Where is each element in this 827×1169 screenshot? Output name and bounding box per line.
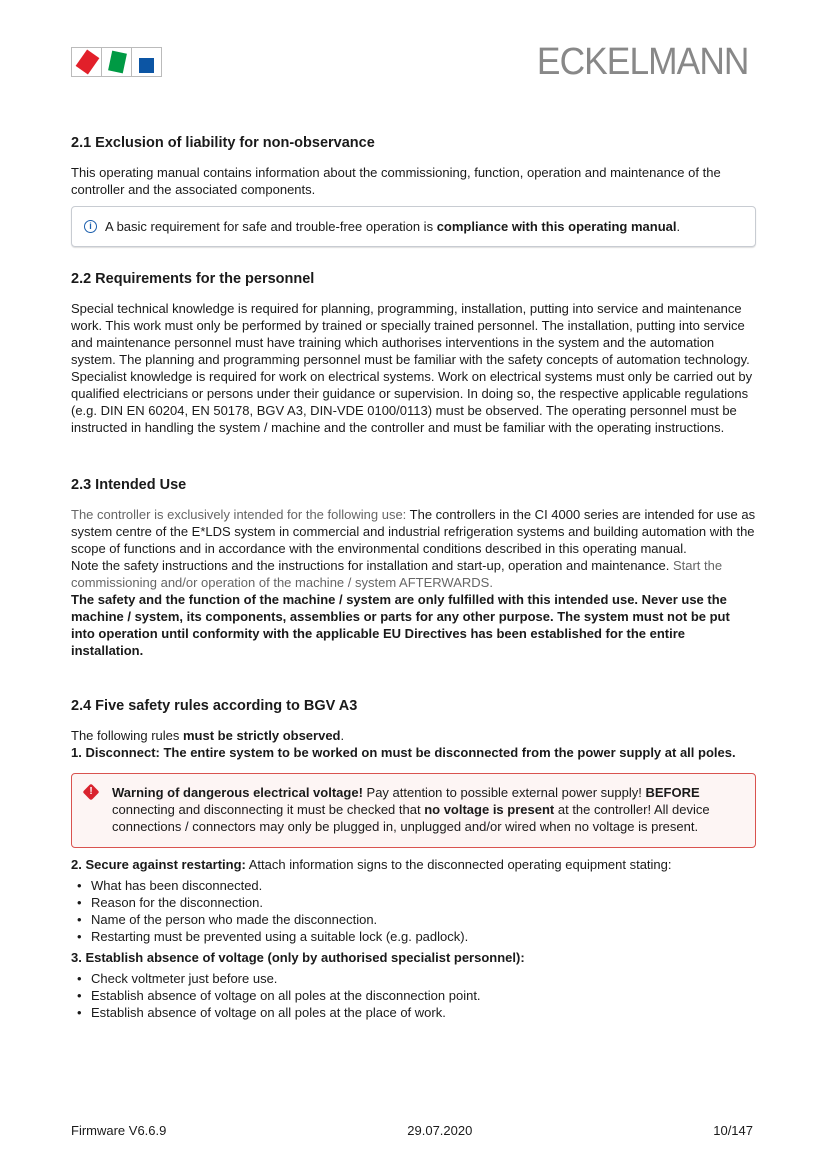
- section-title: 2.3 Intended Use: [71, 477, 187, 493]
- red-diamond: [76, 50, 100, 75]
- page-number: 10/147: [713, 1123, 753, 1138]
- warning-box: ! Warning of dangerous electrical voltage! Pay attention to possible external power supply! BEFORE connecting and disconnecting it must be checked that no voltage is present at the controller! All device connections / connectors may only be plugged in, unplugged and/or wired when no voltage is present.: [71, 773, 756, 848]
- paragraph: The following rules must be strictly observed.: [71, 728, 345, 743]
- section-2-3: [71, 476, 756, 659]
- rule-2: 2. Secure against restarting: Attach information signs to the disconnected operating equipment stating:: [71, 857, 672, 872]
- list-item: • Restarting must be prevented using a suitable lock (e.g. padlock).: [91, 928, 756, 945]
- info-text: A basic requirement for safe and trouble-free operation is compliance with this operating manual.: [105, 219, 681, 234]
- list-item: • Reason for the disconnection.: [91, 894, 756, 911]
- brand-name: ECKELMANN: [536, 41, 748, 83]
- section-title: 2.2 Requirements for the personnel: [71, 271, 315, 287]
- info-box: [71, 206, 756, 247]
- page-footer: [71, 1122, 753, 1139]
- paragraph-bold: The safety and the function of the machine / system are only fulfilled with this intended use. Never use the machine / system, its components, assemblies or parts for any other purpose. The system must not be put into operation until conformity with the applicable EU Directives has been established for the entire installation.: [71, 592, 730, 658]
- list-item: • Establish absence of voltage on all poles at the place of work.: [91, 1004, 756, 1021]
- rule-2-list: [71, 877, 756, 945]
- rule-3: 3. Establish absence of voltage (only by authorised specialist personnel):: [71, 950, 525, 965]
- paragraph: The controller is exclusively intended for the following use: The controllers in the CI 4000 series are intended for use as system centre of the E*LDS system in commercial and industrial refrigeration systems and building automation with the scope of functions and in accordance with the environmental conditions described in this operating manual.: [71, 507, 756, 556]
- info-icon: i: [84, 220, 97, 233]
- paragraph: This operating manual contains information about the commissioning, function, operation and maintenance of the controller and the associated components.: [71, 165, 721, 197]
- paragraph: Note the safety instructions and the instructions for installation and start-up, operation and maintenance. Start the commissioning and/or operation of the machine / system AFTERWARDS.: [71, 558, 723, 590]
- warning-icon: !: [83, 784, 100, 801]
- firmware-version: Firmware V6.6.9: [71, 1123, 167, 1138]
- list-item: • Check voltmeter just before use.: [91, 970, 756, 987]
- list-item: • What has been disconnected.: [91, 877, 756, 894]
- rule-1: 1. Disconnect: The entire system to be worked on must be disconnected from the power supply at all poles.: [71, 745, 736, 760]
- list-item: • Establish absence of voltage on all poles at the disconnection point.: [91, 987, 756, 1004]
- section-title: 2.4 Five safety rules according to BGV A3: [71, 698, 358, 714]
- section-2-4: [71, 697, 756, 1025]
- blue-square: [139, 58, 154, 73]
- document-date: 29.07.2020: [407, 1123, 473, 1138]
- paragraph: Special technical knowledge is required for planning, programming, installation, putting into service and maintenance work. This work must only be performed by trained or specially trained personnel. The installation, putting into service and maintenance personnel must have training which authorises interventions in the system and the automation system. The planning and programming personnel must be familiar with the safety concepts of automation technology. Specialist knowledge is required for work on electrical systems. Work on electrical systems must only be carried out by qualified electricians or persons under their guidance or supervision. In doing so, the respective applicable regulations (e.g. DIN EN 60204, EN 50178, BGV A3, DIN-VDE 0100/0113) must be observed. The operating personnel must be instructed in handling the system / machine and the controller and must be familiar with the operating instructions.: [71, 301, 753, 435]
- rule-3-list: [71, 970, 756, 1021]
- company-logo: [71, 47, 166, 77]
- section-2-1: [71, 134, 756, 247]
- green-square: [108, 51, 127, 74]
- list-item: • Name of the person who made the disconnection.: [91, 911, 756, 928]
- section-title: 2.1 Exclusion of liability for non-observance: [71, 135, 375, 151]
- section-2-2: [71, 270, 756, 436]
